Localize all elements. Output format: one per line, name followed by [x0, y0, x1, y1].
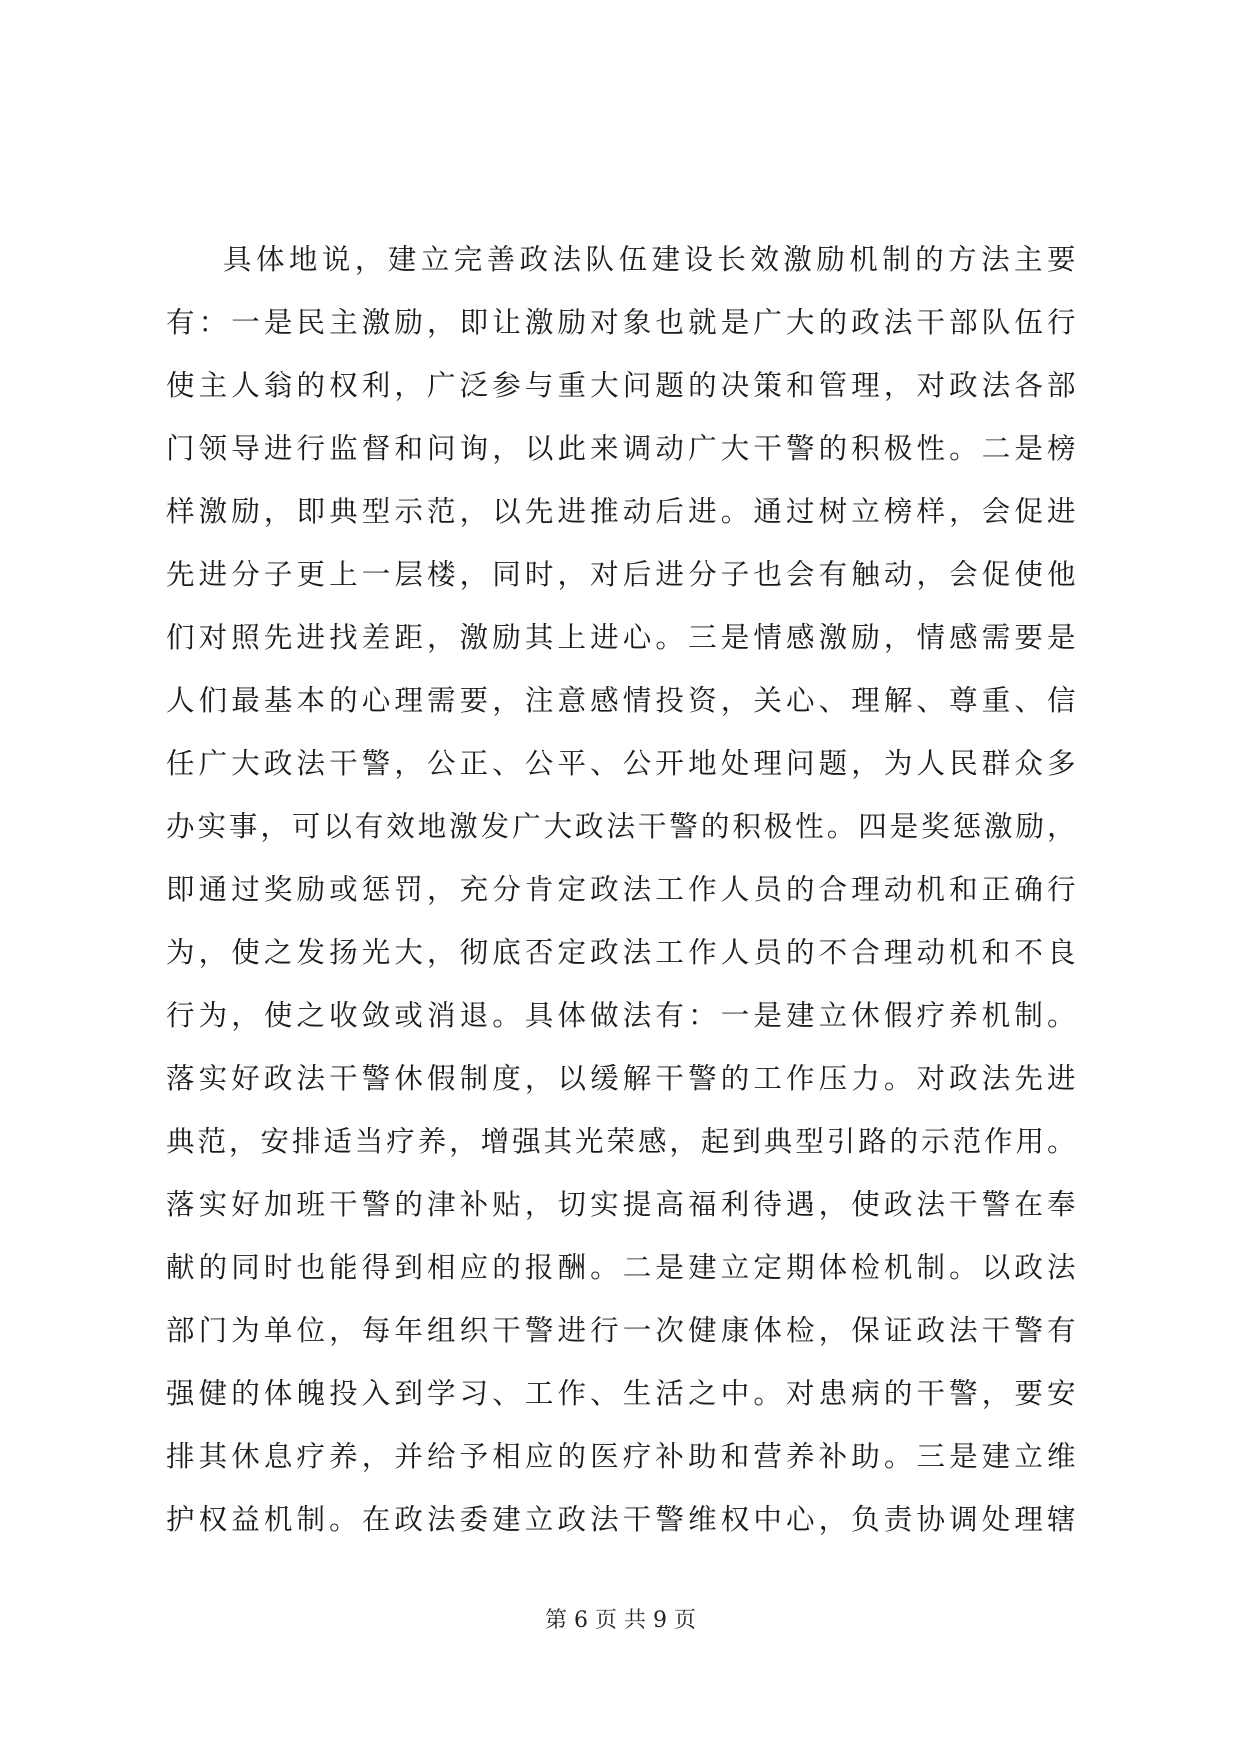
text-line: 门领导进行监督和问询，以此来调动广大干警的积极性。二是榜: [166, 432, 1076, 465]
body-paragraph: [166, 228, 1076, 1551]
text-line: 样激励，即典型示范，以先进推动后进。通过树立榜样，会促进: [166, 495, 1076, 528]
text-line: 使主人翁的权利，广泛参与重大问题的决策和管理，对政法各部: [166, 369, 1076, 402]
text-line: 先进分子更上一层楼，同时，对后进分子也会有触动，会促使他: [166, 558, 1076, 591]
text-line: 任广大政法干警，公正、公平、公开地处理问题，为人民群众多: [166, 747, 1076, 780]
text-line: 办实事，可以有效地激发广大政法干警的积极性。四是奖惩激励，: [166, 810, 1076, 843]
text-line: 部门为单位，每年组织干警进行一次健康体检，保证政法干警有: [166, 1314, 1076, 1347]
text-line: 典范，安排适当疗养，增强其光荣感，起到典型引路的示范作用。: [166, 1125, 1076, 1158]
text-line: 落实好政法干警休假制度，以缓解干警的工作压力。对政法先进: [166, 1062, 1076, 1095]
text-line: 强健的体魄投入到学习、工作、生活之中。对患病的干警，要安: [166, 1377, 1076, 1410]
text-line: 们对照先进找差距，激励其上进心。三是情感激励，情感需要是: [166, 621, 1076, 654]
text-line: 护权益机制。在政法委建立政法干警维权中心，负责协调处理辖: [166, 1503, 1076, 1536]
text-line: 即通过奖励或惩罚，充分肯定政法工作人员的合理动机和正确行: [166, 873, 1076, 906]
page-number-footer: 第 6 页 共 9 页: [545, 1608, 696, 1633]
text-line: 具体地说，建立完善政法队伍建设长效激励机制的方法主要: [223, 243, 1076, 276]
text-line: 有：一是民主激励，即让激励对象也就是广大的政法干部队伍行: [166, 306, 1076, 339]
text-line: 献的同时也能得到相应的报酬。二是建立定期体检机制。以政法: [166, 1251, 1076, 1284]
text-line: 排其休息疗养，并给予相应的医疗补助和营养补助。三是建立维: [166, 1440, 1076, 1473]
text-line: 行为，使之收敛或消退。具体做法有：一是建立休假疗养机制。: [166, 999, 1076, 1032]
text-line: 落实好加班干警的津补贴，切实提高福利待遇，使政法干警在奉: [166, 1188, 1076, 1221]
text-line: 人们最基本的心理需要，注意感情投资，关心、理解、尊重、信: [166, 684, 1076, 717]
text-line: 为，使之发扬光大，彻底否定政法工作人员的不合理动机和不良: [166, 936, 1076, 969]
